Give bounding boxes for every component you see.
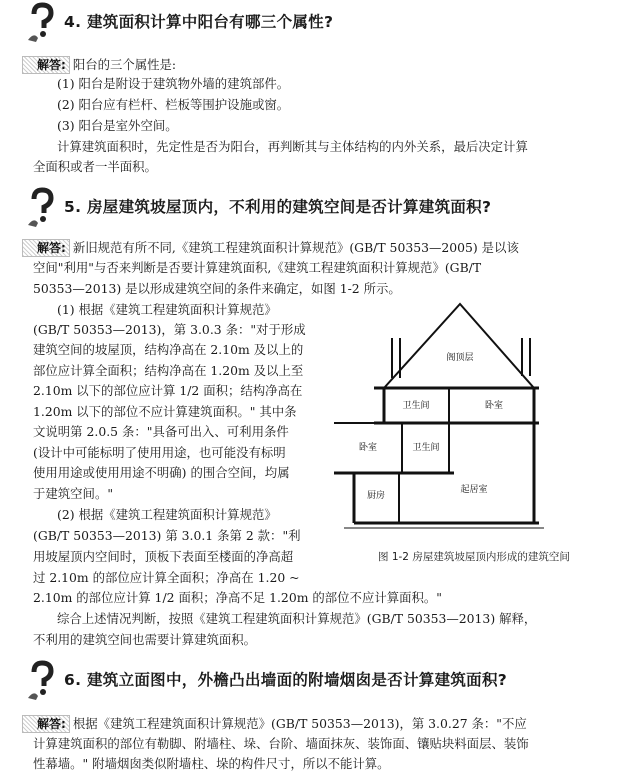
question-mark-icon (26, 187, 56, 227)
q4-item-1: (1) 阳台是附设于建筑物外墙的建筑部件。 (57, 76, 290, 91)
q6-text-1: 根据《建筑工程建筑面积计算规范》(GB/T 50353—2013)，第 3.0.27 条："不应 (72, 716, 527, 731)
room-label: 卫生间 (402, 401, 430, 411)
q6-answer-line-2: 计算建筑面积的部位有勒脚、附墙柱、垛、台阶、墙面抹灰、装饰面、镶贴块料面层、装饰 (33, 736, 529, 751)
q5-line-6: 不利用的建筑空间也需要计算建筑面积。 (33, 632, 257, 647)
q5-answer-line-1 (22, 239, 519, 257)
q5-left-6: 1.20m 以下的部位不应计算建筑面积。" 其中条 (33, 404, 297, 419)
room-label: 卧室 (358, 443, 378, 453)
q5-left-13: 用坡屋顶内空间时，顶板下表面至楼面的净高超 (33, 549, 294, 564)
q5-left-10: 于建筑空间。" (33, 486, 114, 501)
q5-answer-line-2: 空间"利用"与否来判断是否要计算建筑面积,《建筑工程建筑面积计算规范》(GB/T (33, 260, 482, 275)
q5-answer-line-3: 50353—2013) 是以形成建筑空间的条件来确定，如图 1-2 所示。 (33, 281, 401, 296)
q5-line-4: 2.10m 的部位应计算 1/2 面积；净高不足 1.20m 的部位不应计算面积。" (33, 590, 442, 605)
q4-answer (22, 56, 176, 74)
question-4-title: 4. 建筑面积计算中阳台有哪三个属性? (64, 13, 334, 31)
q5-left-1: (1) 根据《建筑工程建筑面积计算规范》 (57, 302, 277, 317)
q4-para-line-1: 计算建筑面积时，先定性是否为阳台，再判断其与主体结构的内外关系，最后决定计算 (57, 139, 528, 154)
question-mark-icon (26, 2, 56, 42)
answer-badge: 解答: (22, 239, 70, 257)
question-mark-icon (26, 660, 56, 700)
room-label: 起居室 (460, 485, 488, 495)
q5-left-8: (设计中可能标明了使用用途，也可能没有标明 (33, 445, 286, 460)
q6-answer-line-3: 性幕墙。" 附墙烟囱类似附墙柱、垛的构件尺寸，所以不能计算。 (33, 756, 390, 771)
question-6-title: 6. 建筑立面图中，外檐凸出墙面的附墙烟囱是否计算建筑面积? (64, 671, 508, 689)
q5-line-5: 综合上述情况判断，按照《建筑工程建筑面积计算规范》(GB/T 50353—2013) 解释， (57, 611, 537, 626)
q5-left-2: (GB/T 50353—2013)，第 3.0.3 条："对于形成 (33, 322, 306, 337)
q5-left-14: 过 2.10m 的部位应计算全面积；净高在 1.20 ~ (33, 570, 300, 585)
room-label: 阁顶层 (446, 353, 474, 363)
q5-left-3: 建筑空间的坡屋顶，结构净高在 2.10m 及以上的 (33, 342, 304, 357)
room-label: 厨房 (366, 491, 386, 501)
q6-answer-line-1 (22, 715, 527, 733)
q4-item-3: (3) 阳台是室外空间。 (57, 118, 178, 133)
q5-left-4: 部位应计算全面积；结构净高在 1.20m 及以上至 (33, 363, 304, 378)
q5-left-9: 使用用途或使用用途不明确) 的围合空间，均属 (33, 465, 290, 480)
house-section-figure (334, 298, 574, 558)
q4-item-2: (2) 阳台应有栏杆、栏板等围护设施或窗。 (57, 97, 290, 112)
q4-intro: 阳台的三个属性是: (72, 57, 177, 72)
q5-text-1: 新旧规范有所不同,《建筑工程建筑面积计算规范》(GB/T 50353—2005) 是以该 (72, 240, 519, 255)
question-5-title: 5. 房屋建筑坡屋顶内，不利用的建筑空间是否计算建筑面积? (64, 198, 492, 216)
q5-left-7: 文说明第 2.0.5 条："具备可出入、可利用条件 (33, 424, 289, 439)
q5-left-11: (2) 根据《建筑工程建筑面积计算规范》 (57, 507, 277, 522)
q5-left-12: (GB/T 50353—2013) 第 3.0.1 条第 2 款："利 (33, 528, 301, 543)
answer-badge: 解答: (22, 56, 70, 74)
q4-para-line-2: 全面积或者一半面积。 (33, 159, 157, 174)
room-label: 卧室 (484, 401, 504, 411)
q5-left-5: 2.10m 以下的部位应计算 1/2 面积；结构净高在 (33, 383, 303, 398)
room-label: 卫生间 (412, 443, 440, 453)
answer-badge: 解答: (22, 715, 70, 733)
figure-caption: 图 1-2 房屋建筑坡屋顶内形成的建筑空间 (378, 551, 570, 563)
